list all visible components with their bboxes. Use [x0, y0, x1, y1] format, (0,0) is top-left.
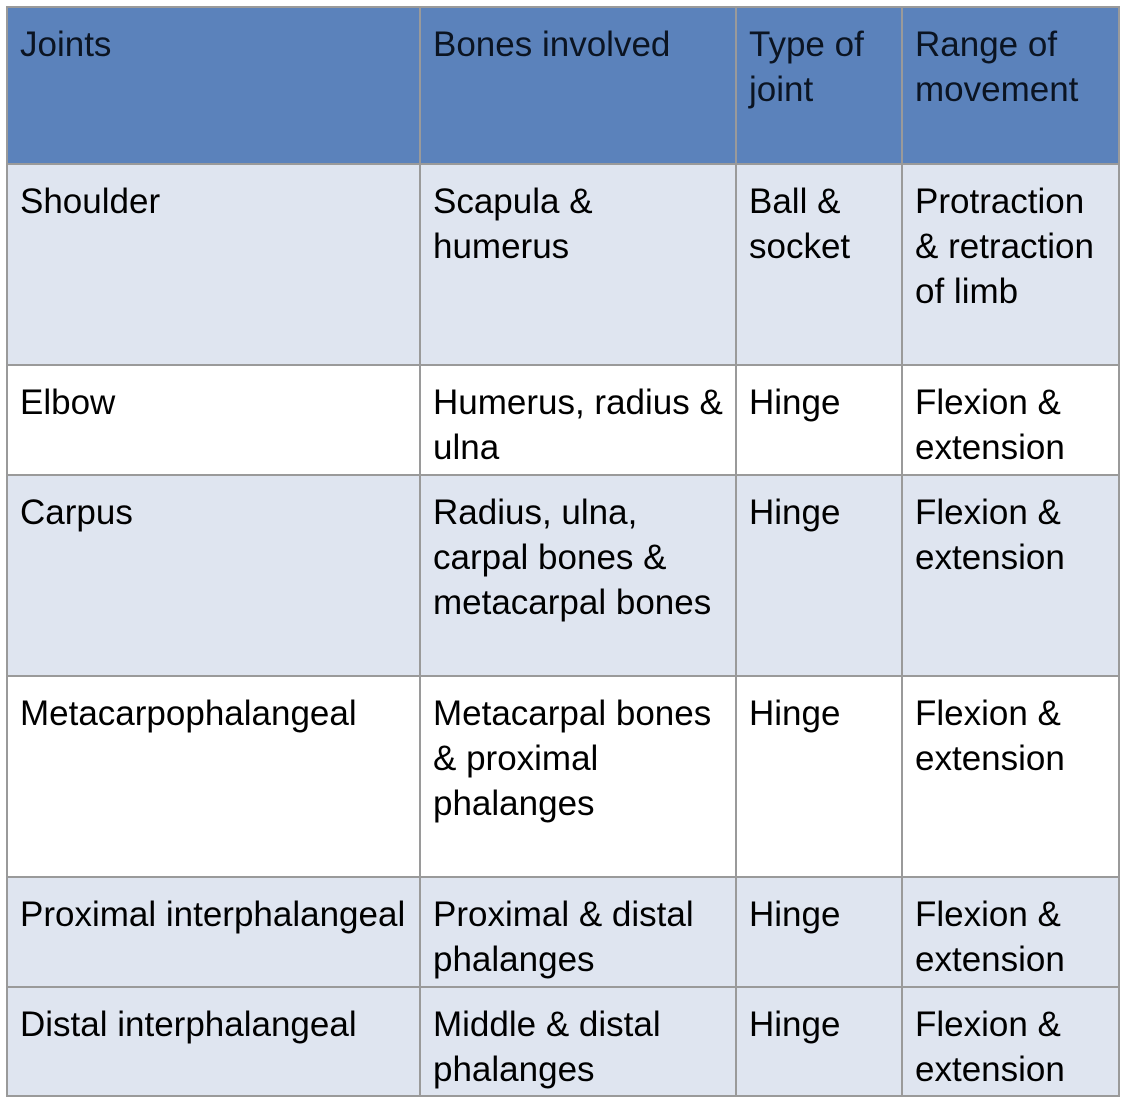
header-range-of-movement: Range of movement: [902, 7, 1119, 164]
cell-joint: Shoulder: [7, 164, 420, 365]
cell-type: Ball & socket: [736, 164, 902, 365]
table-row: [7, 676, 1119, 877]
cell-bones: Scapula & humerus: [420, 164, 736, 365]
header-joints: Joints: [7, 7, 420, 164]
cell-range: Flexion & extension: [902, 365, 1119, 475]
cell-joint: Proximal interphalangeal: [7, 877, 420, 987]
cell-range: Flexion & extension: [902, 676, 1119, 877]
table-row: [7, 987, 1119, 1096]
cell-bones: Middle & distal phalanges: [420, 987, 736, 1096]
cell-type: Hinge: [736, 365, 902, 475]
table-row: [7, 475, 1119, 676]
cell-joint: Elbow: [7, 365, 420, 475]
cell-bones: Radius, ulna, carpal bones & metacarpal bones: [420, 475, 736, 676]
header-row: [7, 7, 1119, 164]
header-bones-involved: Bones involved: [420, 7, 736, 164]
header-type-of-joint: Type of joint: [736, 7, 902, 164]
cell-type: Hinge: [736, 987, 902, 1096]
cell-range: Flexion & extension: [902, 475, 1119, 676]
cell-range: Protraction & retraction of limb: [902, 164, 1119, 365]
cell-range: Flexion & extension: [902, 987, 1119, 1096]
cell-joint: Distal interphalangeal: [7, 987, 420, 1096]
cell-bones: Proximal & distal phalanges: [420, 877, 736, 987]
table-row: [7, 877, 1119, 987]
joints-table: [6, 6, 1120, 1097]
cell-range: Flexion & extension: [902, 877, 1119, 987]
table-row: [7, 365, 1119, 475]
cell-type: Hinge: [736, 877, 902, 987]
cell-type: Hinge: [736, 676, 902, 877]
cell-joint: Carpus: [7, 475, 420, 676]
cell-bones: Metacarpal bones & proximal phalanges: [420, 676, 736, 877]
cell-joint: Metacarpophalangeal: [7, 676, 420, 877]
table-row: [7, 164, 1119, 365]
cell-type: Hinge: [736, 475, 902, 676]
cell-bones: Humerus, radius & ulna: [420, 365, 736, 475]
